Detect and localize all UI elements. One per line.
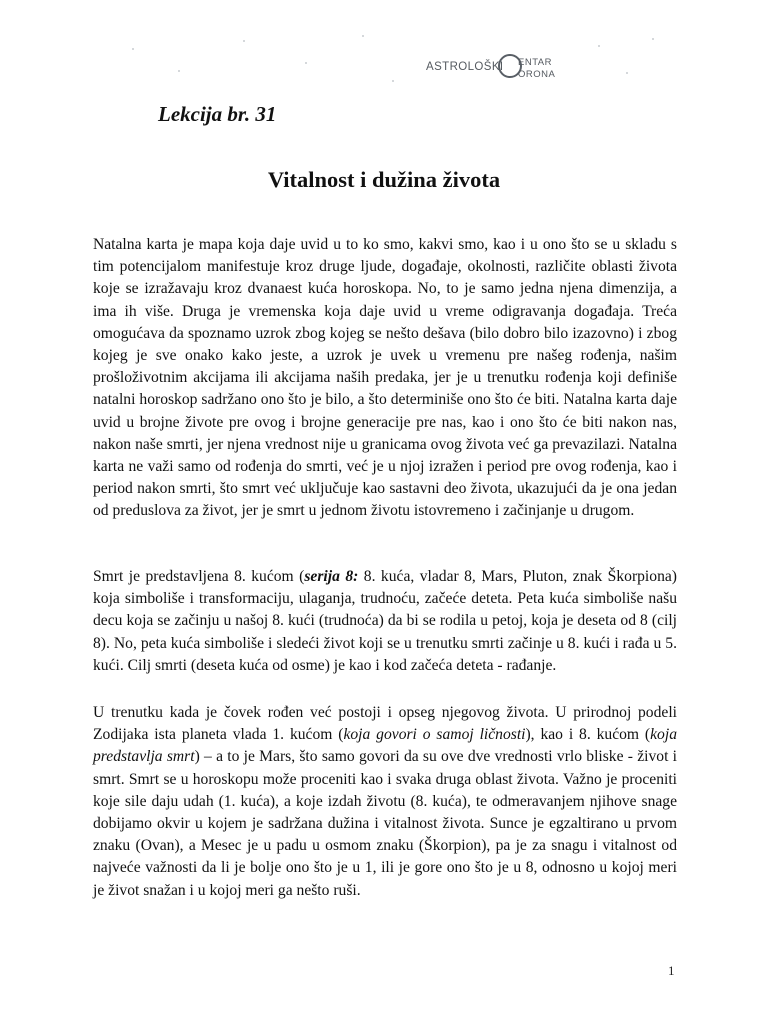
logo-text-right-bottom: ORONA [518, 69, 556, 80]
paragraph-3-emphasis-1: koja govori o samoj ličnosti [343, 726, 526, 744]
paragraph-3-text-e: ) – a to je Mars, što samo govori da su ove dve vrednosti vrlo bliske - život i smrt. Smrt se u horoskopu može proceniti kao i svaka druga oblast života. Važno je proceniti koje sile daju udah (1. kuća), a koje izdah životu (8. kuća), te odmeravanjem njihove snage dobijamo okvir u kojem je sadržana dužina i vitalnost života. Sunce je egzaltirano u prvom znaku (Ovan), a Mesec je u padu u osmom znaku (Škorpion), pa je za snagu i vitalnost od najveće važnosti da li je bolje ono što je u 1, ili je gore ono što je u 8, odnosno u kojoj meri je život snažan i u kojoj meri ga nešto ruši. [93, 748, 677, 899]
paragraph-2-emphasis: serija 8: [304, 568, 359, 585]
lesson-label: Lekcija br. 31 [158, 102, 277, 126]
paragraph-2-text-c: 8. kuća, vladar 8, Mars, Pluton, znak Škorpiona) koja simboliše i transformaciju, ulaganja, trudnoću, začeće deteta. Peta kuća simboliše našu decu koja se začinju u našoj 8. kući (trudnoća) da bi se rodila u petoj, koja je deseta od 8 (cilj 8). No, peta kuća simboliše i sledeći život koji se u trenutku smrti začinje u 8. kući i rađa u 5. kući. Cilj smrti (deseta kuća od osme) je kao i kod začeća deteta - rađanje. [93, 568, 677, 674]
paragraph-3-text-a: U trenutku kada je čovek rođen već postoji i opseg njegovog života. U prirodnoj podeli Zodijaka ista planeta vlada 1. kućom ( [93, 704, 677, 744]
header-band [0, 0, 768, 108]
page-title: Vitalnost i dužina života [267, 167, 501, 192]
page-number: 1 [668, 963, 675, 978]
astroloski-centar-corona-logo [420, 50, 580, 90]
paragraph-3 [93, 702, 677, 902]
paragraph-3-text-c: ), kao i 8. kućom ( [525, 726, 651, 744]
paragraph-2-text-a: Smrt je predstavljena 8. kućom ( [93, 568, 305, 585]
paragraph-2 [93, 566, 677, 677]
paragraph-3-emphasis-2: koja predstavlja smrt [93, 726, 677, 766]
logo-text-left: ASTROLOŠKI [426, 61, 504, 73]
logo-text-right-top: ENTAR [518, 57, 552, 68]
paragraph-1: Natalna karta je mapa koja daje uvid u to ko smo, kakvi smo, kao i u ono što se u skladu s tim potencijalom manifestuje kroz druge ljude, događaje, okolnosti, različite oblasti života koje se izražavaju kroz dvanaest kuća horoskopa. No, to je samo jedna njena dimenzija, a ima ih više. Druga je vremenska koja daje uvid u vreme odigravanja događaja. Treća omogućava da spoznamo uzrok zbog kojeg se nešto dešava (bilo dobro bilo izazovno) i zbog kojeg je sve onako kako jeste, a uzrok je uvek u vremenu pre našeg rođenja, našim prošloživotnim akcijama ili akcijama naših predaka, jer je u trenutku rođenja koji definiše natalni horoskop sadržano ono što je bilo, a što determiniše ono što će biti. Natalna karta daje uvid u brojne živote pre ovog i brojne generacije pre nas, kao i ono što će biti nakon nas, nakon naše smrti, jer njena vrednost nije u granicama ovog života već ga prevazilazi. Natalna karta ne važi samo od rođenja do smrti, već je u njoj izražen i period pre ovog rođenja, kao i period nakon smrti, što smrt već uključuje kao sastavni deo života, ukazujući da je ona jedan od preduslova za život, jer je smrt u jednom životu istovremeno i začinjanje u drugom. [93, 236, 677, 520]
